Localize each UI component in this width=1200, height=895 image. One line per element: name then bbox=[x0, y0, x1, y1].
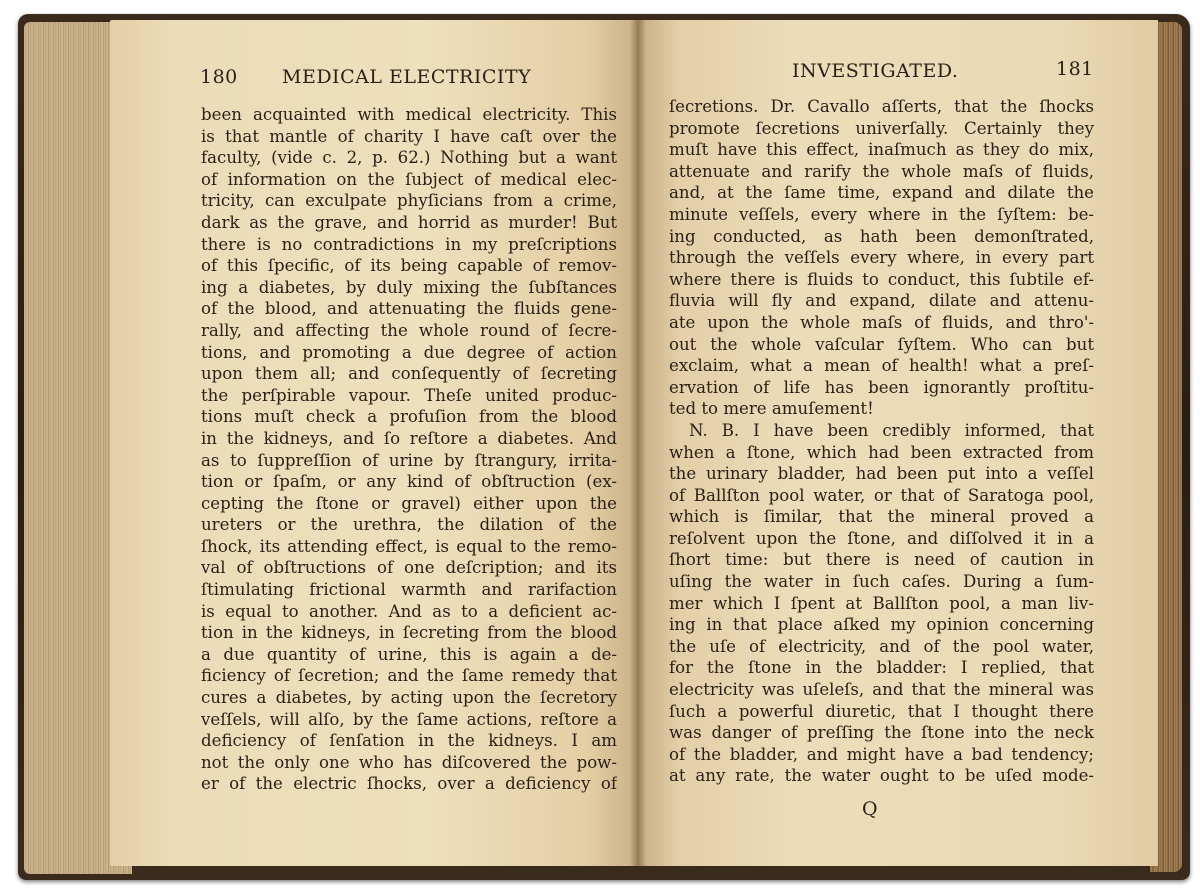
text-line: as to ſuppreſſion of urine by ſtrangury, irrita- bbox=[201, 450, 617, 470]
text-line: minute veſſels, every where in the ſyſtem: be- bbox=[669, 204, 1094, 224]
text-line: electricity was uſeleſs, and that the mineral was bbox=[669, 680, 1094, 700]
text-line: not the only one who has diſcovered the pow- bbox=[201, 752, 617, 772]
text-line: ſecretions. Dr. Cavallo aſſerts, that the ſhocks bbox=[669, 97, 1094, 116]
text-line: at any rate, the water ought to be uſed mode- bbox=[669, 766, 1094, 786]
text-line: cepting the ſtone or gravel) either upon the bbox=[201, 493, 617, 513]
text-line: ervation of life has been ignorantly proſtitu- bbox=[669, 377, 1094, 397]
text-line: exclaim, what a mean of health! what a preſ- bbox=[669, 356, 1094, 376]
text-line: when a ſtone, which had been extracted from bbox=[669, 442, 1094, 462]
text-line: tions, and promoting a due degree of action bbox=[201, 342, 617, 362]
text-line: ſuch a powerful diuretic, that I thought there bbox=[669, 701, 1094, 721]
text-line: rally, and affecting the whole round of ſecre- bbox=[201, 320, 617, 340]
text-line: dark as the grave, and horrid as murder! But bbox=[201, 212, 617, 232]
text-line: the urinary bladder, had been put into a veſſel bbox=[669, 464, 1094, 484]
text-line: mer which I ſpent at Ballſton pool, a man liv- bbox=[669, 593, 1094, 613]
text-line: ing conducted, as hath been demonſtrated, bbox=[669, 226, 1094, 246]
text-line: upon them all; and conſequently of ſecreting bbox=[201, 364, 617, 384]
text-line: through the veſſels every where, in every part bbox=[669, 248, 1094, 268]
text-line: is that mantle of charity I have caſt over the bbox=[201, 126, 617, 146]
text-line: which is ſimilar, that the mineral proved a bbox=[669, 507, 1094, 527]
text-line: ureters or the urethra, the dilation of the bbox=[201, 515, 617, 535]
text-line: promote ſecretions univerſally. Certainly they bbox=[669, 118, 1094, 138]
text-line: ſtimulating frictional warmth and rarifaction bbox=[201, 580, 617, 600]
text-line: veſſels, will alſo, by the ſame actions, reſtore a bbox=[201, 709, 617, 729]
book-gutter bbox=[630, 20, 646, 866]
text-line: of Ballſton pool water, or that of Saratoga pool, bbox=[669, 485, 1094, 505]
text-line: was danger of preſſing the ſtone into the neck bbox=[669, 723, 1094, 743]
text-line: ing in that place aſked my opinion concerning bbox=[669, 615, 1094, 635]
text-line: there is no contradictions in my preſcriptions bbox=[201, 234, 617, 254]
text-line: val of obſtructions of one deſcription; and its bbox=[201, 558, 617, 578]
text-line: cures a diabetes, by acting upon the ſecretory bbox=[201, 688, 617, 708]
text-line: the uſe of electricity, and of the pool water, bbox=[669, 636, 1094, 656]
left-page-number: 180 bbox=[200, 66, 238, 88]
text-line: faculty, (vide c. 2, p. 62.) Nothing but a want bbox=[201, 148, 617, 168]
text-line: attenuate and rarify the whole maſs of fluids, bbox=[669, 161, 1094, 181]
text-line: where there is fluids to conduct, this ſubtile ef- bbox=[669, 269, 1094, 289]
text-line: tion in the kidneys, in ſecreting from the blood bbox=[201, 623, 617, 643]
text-line: a due quantity of urine, this is again a de- bbox=[201, 644, 617, 664]
text-line: reſolvent upon the ſtone, and diſſolved it in a bbox=[669, 528, 1094, 548]
text-line: ing a diabetes, by duly mixing the ſubſtances bbox=[201, 277, 617, 297]
text-line: ted to mere amuſement! bbox=[669, 399, 874, 419]
text-line: muſt have this effect, inaſmuch as they do mix, bbox=[669, 140, 1094, 160]
text-line: been acquainted with medical electricity. This bbox=[201, 105, 617, 124]
left-running-head: MEDICAL ELECTRICITY bbox=[282, 66, 532, 88]
left-page-text bbox=[201, 104, 617, 795]
text-line: N. B. I have been credibly informed, that bbox=[689, 420, 1094, 440]
text-line: tricity, can exculpate phyſicians from a crime, bbox=[201, 191, 617, 211]
text-line: the perſpirable vapour. Theſe united produc- bbox=[201, 385, 617, 405]
right-page-text bbox=[669, 96, 1094, 787]
text-line: ſhock, its attending effect, is equal to the remo- bbox=[201, 536, 617, 556]
text-line: ate upon the whole maſs of fluids, and thro'- bbox=[669, 312, 1094, 332]
text-line: out the whole vaſcular ſyſtem. Who can but bbox=[669, 334, 1094, 354]
text-line: tions muſt check a profuſion from the blood bbox=[201, 407, 617, 427]
text-line: in the kidneys, and ſo reſtore a diabetes. And bbox=[201, 428, 617, 448]
text-line: and, at the ſame time, expand and dilate the bbox=[669, 183, 1094, 203]
text-line: of the bladder, and might have a bad tendency; bbox=[669, 744, 1094, 764]
text-line: uſing the water in ſuch caſes. During a ſum- bbox=[669, 572, 1094, 592]
text-line: tion or ſpaſm, or any kind of obſtruction (ex- bbox=[201, 472, 617, 492]
text-line: fluvia will fly and expand, dilate and attenu- bbox=[669, 291, 1094, 311]
text-line: for the ſtone in the bladder: I replied, that bbox=[669, 658, 1094, 678]
right-page-number: 181 bbox=[1056, 58, 1094, 80]
text-line: ficiency of ſecretion; and the ſame remedy that bbox=[201, 666, 617, 686]
text-line: of this ſpecific, of its being capable of remov- bbox=[201, 256, 617, 276]
text-line: of information on the ſubject of medical elec- bbox=[201, 169, 617, 189]
text-line: ſhort time: but there is need of caution in bbox=[669, 550, 1094, 570]
text-line: is equal to another. And as to a deficient ac- bbox=[201, 601, 617, 621]
right-running-head: INVESTIGATED. bbox=[792, 60, 959, 82]
text-line: deficiency of ſenſation in the kidneys. I am bbox=[201, 731, 617, 751]
signature-mark: Q bbox=[862, 798, 878, 820]
text-line: of the blood, and attenuating the fluids gene- bbox=[201, 299, 617, 319]
text-line: er of the electric ſhocks, over a deficiency of bbox=[201, 774, 617, 794]
